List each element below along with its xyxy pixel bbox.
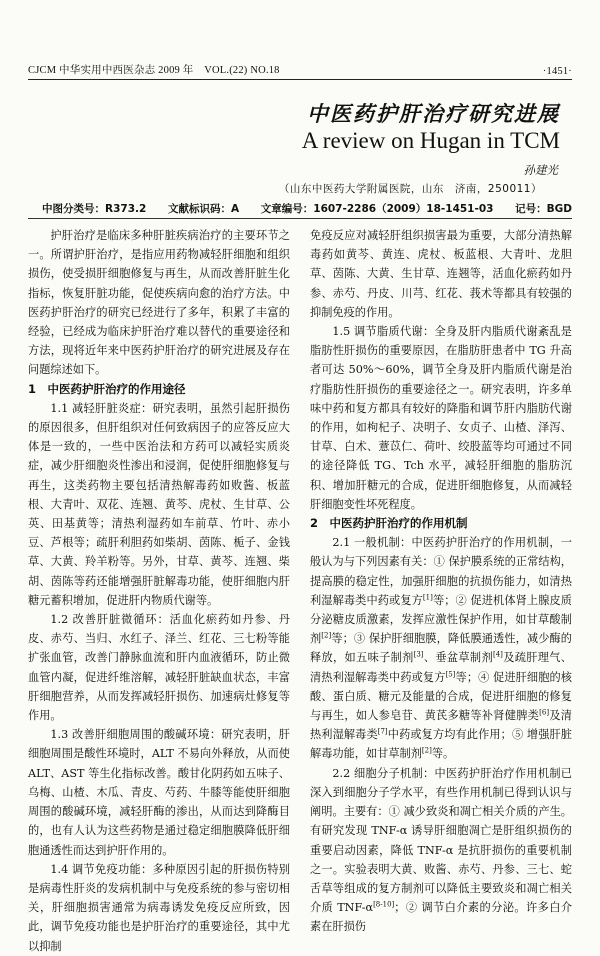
citation[interactable]: [5] bbox=[445, 669, 456, 678]
paragraph-1-4: 1.4 调节免疫功能：多种原因引起的肝损伤特别是病毒性肝炎的发病机制中与免疫系统的参与密切相关，肝细胞损害通常为病毒诱发免疫反应所致，因此，调节免疫功能也是护肝治疗的重要途径，其中尤以抑制 bbox=[28, 862, 290, 953]
citation[interactable]: [4] bbox=[492, 650, 503, 659]
citation[interactable]: [2] bbox=[421, 746, 432, 755]
article-body bbox=[28, 226, 573, 953]
section-1-heading: 1 中医药护肝治疗的作用途径 bbox=[28, 381, 186, 396]
cn-code: 记号：BGD bbox=[515, 203, 572, 215]
document-code: 文献标识码：A bbox=[167, 203, 240, 215]
paragraph-1-4-continued: 免疫反应对减轻肝组织损害最为重要，大部分清热解毒药如黄芩、黄连、虎杖、板蓝根、大青叶、龙胆草、茵陈、大黄、生甘草、连翘等，活血化瘀药如丹参、赤芍、丹皮、川芎、红花、莪术等都具有较强的抑制免疫的作用。 bbox=[310, 229, 572, 319]
author-name: 孙建光 bbox=[523, 163, 558, 177]
citation[interactable]: [8-10] bbox=[373, 900, 395, 909]
article-number: 文章编号：1607-2286（2009）18-1451-03 bbox=[260, 203, 494, 215]
classification-line bbox=[42, 201, 572, 216]
section-2-heading: 2 中医药护肝治疗的作用机制 bbox=[310, 516, 468, 531]
paragraph-1-5: 1.5 调节脂质代谢：全身及肝内脂质代谢紊乱是脂肪性肝损伤的重要原因，在脂肪肝患者中 TG 升高者可达 50%～60%，调节全身及肝内脂质代谢是治疗脂肪性肝损伤的重要途径之一。研究表明，许多单味中药和复方都具有较好的降脂和调节肝内脂肪代谢的作用，如枸杞子、决明子、女贞子、山楂、泽泻、甘草、白术、薏苡仁、荷叶、绞股蓝等均可通过不同的途径降低 TG、Tch 水平，减轻肝细胞的脂肪沉积、增加肝糖元的合成，促进肝细胞修复，从而减轻肝细胞变性坏死程度。 bbox=[310, 325, 572, 511]
right-column bbox=[310, 226, 573, 934]
paragraph-1-3: 1.3 改善肝细胞周围的酸碱环境：研究表明，肝细胞周围是酸性环境时，ALT 不易向外释放，从而使 ALT、AST 等生化指标改善。酸甘化阴药如五味子、乌梅、山楂、木瓜、青皮、芍药、牛膝等能使肝细胞周围的酸碱环境，减轻肝酶的渗出，从而达到降酶目的，也有人认为这些药物是通过稳定细胞膜降低肝细胞通透性而达到护肝作用的。 bbox=[28, 728, 290, 857]
article-title-cn: 中医药护肝治疗研究进展 bbox=[307, 102, 560, 126]
paragraph-2-1: 2.1 一般机制：中医药护肝治疗的作用机制，一般认为与下列因素有关：① 保护膜系统的正常结构，提高膜的稳定性，加强肝细胞的抗损伤能力，如清热利湿解毒类中药或复方[1]等；② 促进机体肾上腺皮质分泌糖皮质激素，发挥应激性保护作用，如甘草酸制剂[2]等；③ 保护肝细胞膜，降低膜通透性，减少酶的释放，如五味子制剂[3]、垂盆草制剂[4]及疏肝理气、清热利湿解毒类中药或复方[5]等；④ 促进肝细胞的核酸、蛋白质、糖元及能量的合成，促进肝细胞的修复与再生，如人参皂苷、黄芪多糖等补肾健脾类[6]及清热利湿解毒类[7]中药或复方均有此作用；⑤ 增强肝脏解毒功能，如甘草制剂[2]等。 bbox=[310, 536, 572, 761]
citation[interactable]: [3] bbox=[413, 650, 424, 659]
citation[interactable]: [7] bbox=[377, 727, 388, 736]
article-title-en: A review on Hugan in TCM bbox=[301, 128, 560, 153]
paragraph-1-2: 1.2 改善肝脏微循环：活血化瘀药如丹参、丹皮、赤芍、当归、水红子、泽兰、红花、三七粉等能扩张血管，改善门静脉血流和肝内血液循环，防止微血管内凝，促进纤维溶解，减轻肝脏缺血状态，丰富肝细胞营养，从而发挥减轻肝损伤、加速病灶修复等作用。 bbox=[28, 613, 290, 723]
paragraph-1-1: 1.1 减轻肝脏炎症：研究表明，虽然引起肝损伤的原因很多，但肝组织对任何致病因子的应答反应大体是一致的，一些中医治法和方药可以减轻实质炎症，减少肝细胞炎性渗出和浸润，促使肝细胞修复与再生，这类药物主要包括清热解毒药如败酱、板蓝根、大青叶、双花、连翘、黄芩、虎杖、生甘草、公英、田基黄等；清热利湿药如车前草、竹叶、赤小豆、芦根等；疏肝利胆药如柴胡、茵陈、栀子、金钱草、大黄、羚羊粉等。另外，甘草、黄芩、连翘、柴胡、茵陈等药还能增强肝脏解毒功能，使肝细胞内肝糖元蓄积增加，促进肝内物质代谢等。 bbox=[28, 401, 290, 607]
journal-info: CJCM 中华实用中西医杂志 2009 年 VOL.(22) NO.18 bbox=[28, 65, 280, 76]
header-rule bbox=[28, 79, 572, 80]
citation[interactable]: [6] bbox=[539, 708, 550, 717]
citation[interactable]: [1] bbox=[422, 593, 433, 602]
page-number: ·1451· bbox=[542, 66, 572, 77]
clc-number: 中图分类号：R373.2 bbox=[42, 203, 147, 215]
running-header bbox=[28, 62, 572, 77]
citation[interactable]: [2] bbox=[321, 631, 332, 640]
intro-paragraph: 护肝治疗是临床多种肝脏疾病治疗的主要环节之一。所谓护肝治疗，是指应用药物减轻肝细胞和组织损伤，使受损肝细胞修复与再生，从而改善肝脏生化指标，恢复肝脏功能，促使疾病向愈的治疗方法。中医药护肝治疗的研究已经进行了多年，积累了丰富的经验，已经成为临床护肝治疗难以替代的重要途径和方法，现将近年来中医药护肝治疗的研究进展及存在问题综述如下。 bbox=[28, 229, 290, 377]
left-column bbox=[28, 226, 290, 953]
paragraph-2-2: 2.2 细胞分子机制：中医药护肝治疗作用机制已深入到细胞分子学水平，有些作用机制已得到认识与阐明。主要有：① 减少致炎和凋亡相关介质的产生。有研究发现 TNF-α 诱导肝细胞凋亡是肝组织损伤的重要启动因素，降低 TNF-α 是抗肝损伤的重要机制之一。实验表明大黄、败酱、赤芍、丹参、三七、蛇舌草等组成的复方制剂可以降低主要致炎和凋亡相关介质 TNF-α[8-10]；② 调节白介素的分泌。许多白介素在肝损伤 bbox=[310, 766, 573, 934]
author-affiliation: （山东中医药大学附属医院，山东 济南，250011） bbox=[278, 183, 542, 195]
meta-rule bbox=[28, 218, 572, 219]
